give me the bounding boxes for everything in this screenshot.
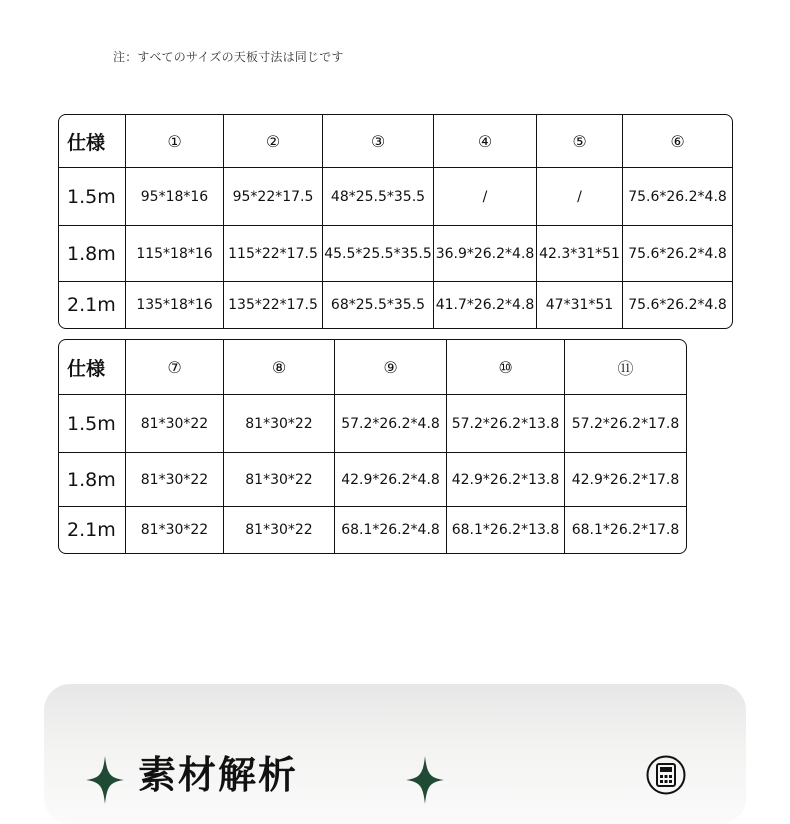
table-cell: 95*18*16 — [126, 168, 224, 226]
column-header: ④ — [434, 115, 537, 168]
table-cell: 42.9*26.2*4.8 — [335, 453, 447, 507]
table-row — [59, 453, 686, 507]
table-cell: 81*30*22 — [126, 507, 224, 553]
row-label: 1.5m — [59, 395, 126, 453]
column-header: ③ — [323, 115, 434, 168]
size-note: 注：すべてのサイズの天板寸法は同じです — [113, 50, 344, 64]
table-cell: 135*22*17.5 — [224, 282, 323, 328]
column-header: ① — [126, 115, 224, 168]
table-cell: 47*31*51 — [537, 282, 623, 328]
table-cell: 57.2*26.2*17.8 — [565, 395, 686, 453]
table-cell: 81*30*22 — [224, 507, 335, 553]
table-cell: 75.6*26.2*4.8 — [628, 297, 727, 313]
table-cell: 135*18*16 — [126, 282, 224, 328]
column-header: ② — [224, 115, 323, 168]
column-header: ⑪ — [565, 340, 686, 395]
table-cell: 57.2*26.2*4.8 — [335, 395, 447, 453]
table-cell: 81*30*22 — [126, 395, 224, 453]
table-cell: 81*30*22 — [126, 453, 224, 507]
column-header: ⑤ — [537, 115, 623, 168]
table-cell: 68*25.5*35.5 — [323, 282, 434, 328]
table-cell: 68.1*26.2*17.8 — [571, 522, 680, 538]
table-cell: 45.5*25.5*35.5 — [323, 226, 434, 282]
row-label: 1.8m — [59, 226, 126, 282]
spec-table-2 — [58, 339, 687, 554]
table-row — [59, 226, 732, 282]
column-header: ⑧ — [224, 340, 335, 395]
table-row — [59, 395, 686, 453]
row-label: 2.1m — [59, 282, 126, 328]
table-header-row — [59, 340, 686, 395]
row-label: 1.8m — [59, 453, 126, 507]
table-row — [59, 168, 732, 226]
spec-header-label: 仕様 — [59, 115, 126, 168]
table-cell: 36.9*26.2*4.8 — [434, 226, 537, 282]
column-header: ⑩ — [447, 340, 565, 395]
table-cell: 42.9*26.2*17.8 — [565, 453, 686, 507]
table-cell: 48*25.5*35.5 — [323, 168, 434, 226]
table-cell: 41.7*26.2*4.8 — [434, 282, 537, 328]
table-row — [59, 507, 686, 553]
calculator-icon — [646, 755, 686, 795]
table-cell: 115*22*17.5 — [224, 226, 323, 282]
table-cell: 42.3*31*51 — [537, 226, 623, 282]
row-label: 2.1m — [59, 507, 126, 553]
column-header: ⑥ — [623, 115, 732, 168]
table-cell: / — [434, 168, 537, 226]
sparkle-icon — [406, 756, 444, 804]
sparkle-icon — [86, 756, 124, 804]
table-cell: 42.9*26.2*13.8 — [447, 453, 565, 507]
material-section — [44, 684, 746, 824]
spec-table-1 — [58, 114, 733, 329]
table-cell: 81*30*22 — [224, 453, 335, 507]
table-cell: / — [537, 168, 623, 226]
table-cell: 68.1*26.2*4.8 — [335, 507, 447, 553]
table-header-row — [59, 115, 732, 168]
table-cell: 115*18*16 — [126, 226, 224, 282]
column-header: ⑦ — [126, 340, 224, 395]
section-title: 素材解析 — [138, 753, 299, 797]
spec-header-label: 仕様 — [59, 340, 126, 395]
table-row — [59, 282, 732, 328]
table-cell: 81*30*22 — [224, 395, 335, 453]
table-cell: 75.6*26.2*4.8 — [623, 226, 732, 282]
table-cell: 57.2*26.2*13.8 — [447, 395, 565, 453]
table-cell: 95*22*17.5 — [224, 168, 323, 226]
column-header: ⑨ — [335, 340, 447, 395]
table-cell: 75.6*26.2*4.8 — [623, 168, 732, 226]
table-cell: 68.1*26.2*13.8 — [447, 507, 565, 553]
row-label: 1.5m — [59, 168, 126, 226]
